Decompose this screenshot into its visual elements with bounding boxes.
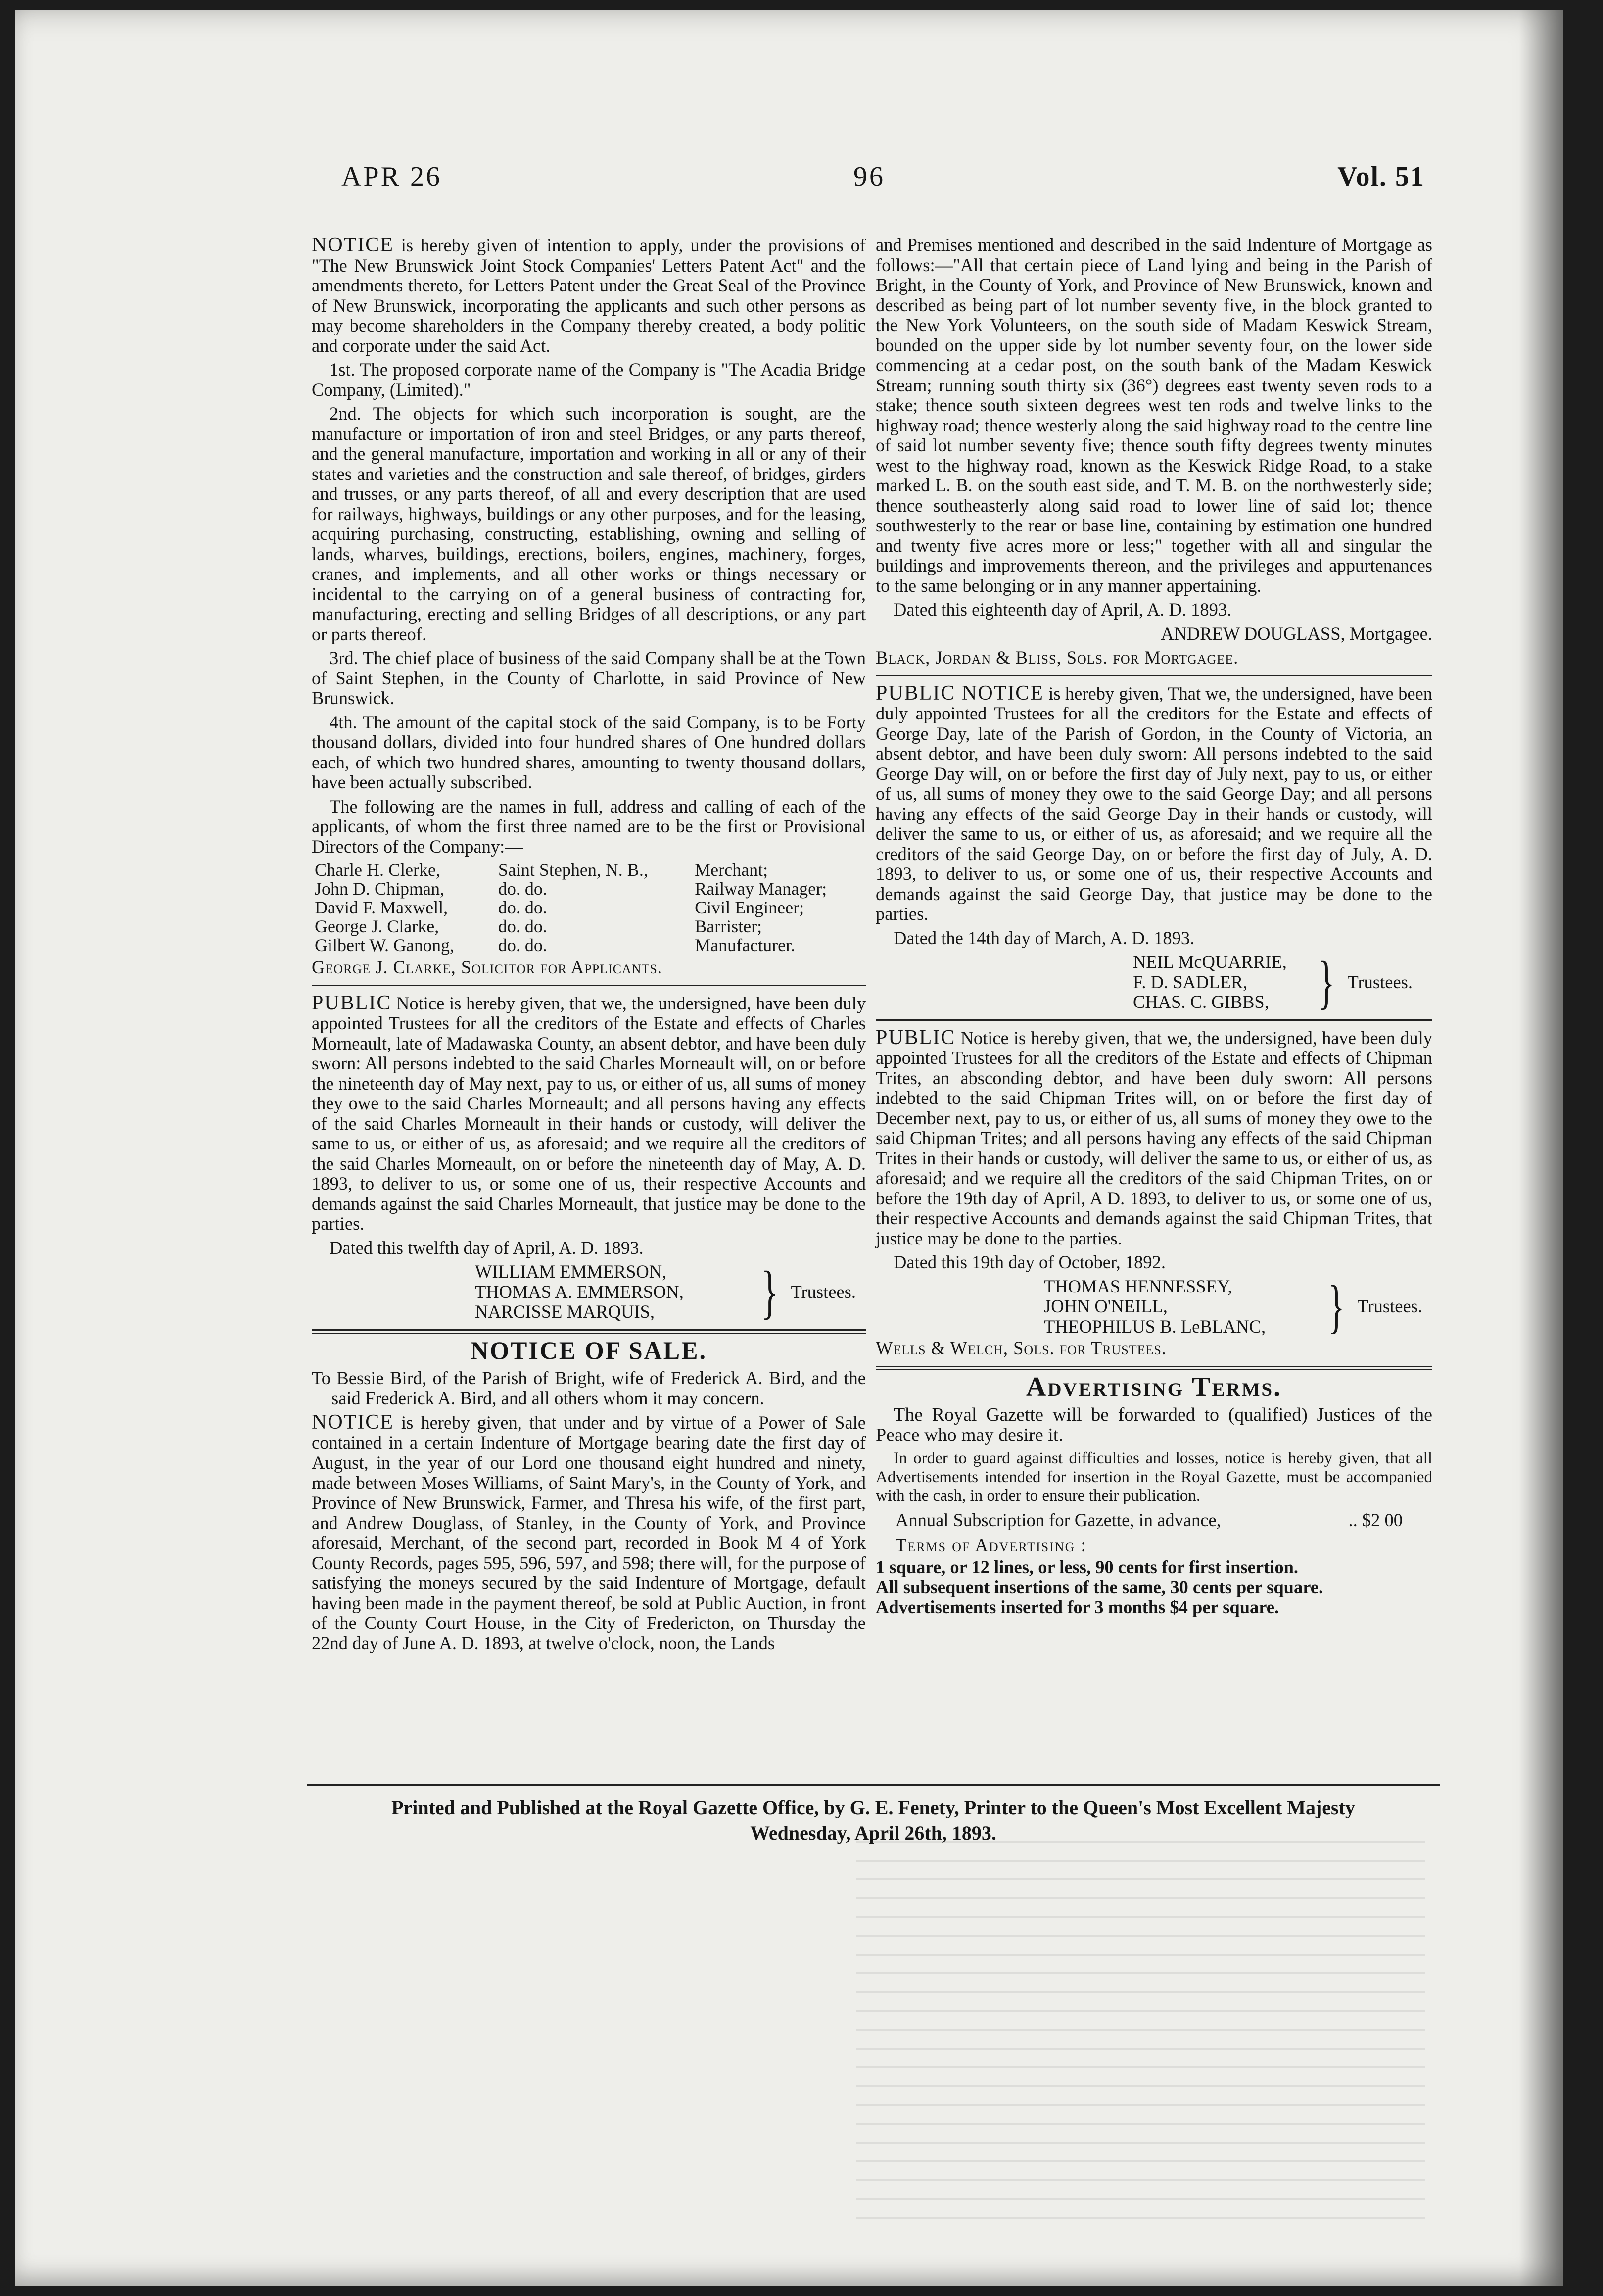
page-number: 96: [853, 161, 885, 192]
trustees-label: Trustees.: [1347, 971, 1413, 992]
applicant-row: [312, 879, 866, 898]
sale-heading: NOTICE OF SALE.: [471, 1336, 707, 1364]
sale-body: is hereby given, that under and by virtue of a Power of Sale contained in a certain Indenture of Mortgage bearing date the first day of August, in the year of our Lord one thousand eight hundred and ninety, made between Moses Williams, of Saint Mary's, in the County of York, and Province of New Brunswick, Farmer, and Thresa his wife, of the first part, and Andrew Douglass, of Stanley, in the County of York, and Province aforesaid, Merchant, of the second part, recorded in Book M 4 of York County Records, pages 595, 596, 597, and 598; there will, for the purpose of satisfying the moneys secured by the said Indenture of Mortgage, default having been made in the payment thereof, be sold at Public Auction, in front of the County Court House, in the City of Fredericton, on Thursday the 22nd day of June A. D. 1893, at twelve o'clock, noon, the Lands: [312, 1412, 866, 1653]
applicant-row: [312, 861, 866, 879]
notice-lead: NOTICE: [312, 234, 394, 256]
sale-continuation: [876, 235, 1432, 668]
notice-clause-1: 1st. The proposed corporate name of the Company is "The Acadia Bridge Company, (Limited).": [312, 359, 866, 400]
applicants-table: [312, 861, 866, 955]
volume-number: Vol. 51: [1337, 161, 1425, 192]
applicant-row: [312, 936, 866, 955]
bleed-through-texture: [856, 1841, 1425, 2227]
trustee-name: WILLIAM EMMERSON,: [475, 1261, 667, 1282]
brace-glyph: }: [761, 1258, 778, 1325]
footer-rule: [307, 1784, 1440, 1786]
page-footer: [307, 1784, 1440, 1846]
applicant-calling: Manufacturer.: [695, 935, 796, 955]
publication-date: Wednesday, April 26th, 1893.: [750, 1822, 996, 1844]
newspaper-page: [15, 10, 1563, 2286]
terms-justices: The Royal Gazette will be forwarded to (qualified) Justices of the Peace who may desire it.: [876, 1404, 1432, 1445]
notice-lead: PUBLIC NOTICE: [876, 681, 1044, 705]
notice-dated: Dated the 14th day of March, A. D. 1893.: [894, 927, 1195, 948]
bridge-company-notice: [312, 235, 866, 978]
applicant-name: George J. Clarke,: [315, 916, 439, 936]
trustees-label: Trustees.: [1357, 1296, 1422, 1316]
applicant-row: [312, 898, 866, 917]
applicant-place: do. do.: [498, 879, 547, 899]
notice-clause-5: The following are the names in full, address and calling of each of the applicants, of whom the first three named are to be the first or Provisional Directors of the Company:—: [312, 796, 866, 857]
column-rule: [876, 675, 1432, 676]
trustee-name: THOMAS HENNESSEY,: [1044, 1276, 1232, 1296]
notice-of-sale: [312, 1336, 866, 1654]
terms-heading: Advertising Terms.: [1026, 1371, 1282, 1402]
trustee-name: CHAS. C. GIBBS,: [1133, 992, 1269, 1012]
right-column: [876, 235, 1432, 1618]
advertising-terms: [876, 1371, 1432, 1618]
applicant-calling: Barrister;: [695, 916, 762, 936]
trustee-signatures: [312, 1258, 866, 1325]
publisher-line: Printed and Published at the Royal Gazette Office, by G. E. Fenety, Printer to the Queen's Most Excellent Majesty: [391, 1796, 1355, 1818]
trustee-signatures: [876, 949, 1432, 1015]
trustees-label: Trustees.: [791, 1281, 856, 1302]
applicant-place: do. do.: [498, 916, 547, 936]
rate-line-2: All subsequent insertions of the same, 30 cents per square.: [876, 1577, 1323, 1597]
solicitor-signature: George J. Clarke, Solicitor for Applicants.: [312, 957, 662, 977]
terms-subheading: Terms of Advertising :: [896, 1534, 1087, 1555]
applicant-name: John D. Chipman,: [315, 879, 445, 899]
applicant-name: David F. Maxwell,: [315, 898, 448, 917]
trustee-name: F. D. SADLER,: [1133, 971, 1248, 992]
column-rule: [876, 1366, 1432, 1370]
annual-subscription-price: .. $2 00: [1348, 1510, 1403, 1530]
applicant-calling: Railway Manager;: [695, 879, 827, 899]
george-day-notice: [876, 681, 1432, 1015]
notice-dated: Dated this twelfth day of April, A. D. 1893.: [330, 1237, 644, 1258]
brace-glyph: }: [1327, 1273, 1345, 1339]
trustee-names: [876, 952, 1305, 1012]
notice-intro: is hereby given of intention to apply, under the provisions of "The New Brunswick Joint Stock Companies' Letters Patent Act" and the amendments thereto, for Letters Patent under the Great Seal of the Province of New Brunswick, incorporating the applicants and such other persons as may become shareholders in the Company thereby created, a body politic and corporate under the said Act.: [312, 235, 866, 356]
notice-body: Notice is hereby given, that we, the undersigned, have been duly appointed Trustees for all the creditors of the Estate and effects of Chipman Trites, an absconding debtor, and have been duly sworn: All persons indebted to the said Chipman Trites will, on or before the first day of December next, pay to us, or either of us, all sums of money they owe to the said Chipman Trites; and all persons having any effects of the said Chipman Trites in their hands or custody, will deliver the same to us, or either of us, as aforesaid; and we require all the creditors of the said Chipman Trites, on or before the 19th day of April, A D. 1893, to deliver to us, or some one of us, their respective Accounts and demands against the said Chipman Trites, that justice may be done to the parties.: [876, 1027, 1433, 1248]
notice-dated: Dated this 19th day of October, 1892.: [894, 1252, 1166, 1272]
notice-clause-4: 4th. The amount of the capital stock of the said Company, is to be Forty thousand dollars, divided into four hundred shares of One hundred dollars each, of which two hundred shares, amounting to twenty thousand dollars, have been actually subscribed.: [312, 712, 866, 792]
notice-body: is hereby given, That we, the undersigned, have been duly appointed Trustees for all the creditors for the Estate and effects of George Day, late of the Parish of Gordon, in the County of Victoria, an absent debtor, and have been duly sworn: All persons indebted to the said George Day will, on or before the first day of July next, pay to us, or either of us, all sums of money they owe to the said George Day; and all persons having any effects of the said George Day in their hands or custody, will deliver the same to us, or either of us, as aforesaid; and we require all the creditors of the said George Day, on or before the first day of July, A. D. 1893, to deliver to us, or some one of us, their respective Accounts and demands against the said George Day, that justice may be done to the parties.: [876, 683, 1432, 924]
terms-cash-notice: In order to guard against difficulties and losses, notice is hereby given, that all Advertisements intended for insertion in the Royal Gazette, must be accompanied with the cash, in order to ensure their publication.: [876, 1449, 1432, 1505]
notice-lead: PUBLIC: [876, 1026, 956, 1049]
applicant-name: Charle H. Clerke,: [315, 860, 440, 880]
trustee-name: NEIL McQUARRIE,: [1133, 952, 1287, 972]
trustee-solicitors: Wells & Welch, Sols. for Trustees.: [876, 1338, 1167, 1358]
page-header: [329, 161, 1425, 205]
column-rule: [876, 1019, 1432, 1021]
trustee-names: [876, 1277, 1315, 1337]
morneault-notice: [312, 991, 866, 1325]
annual-subscription: [876, 1510, 1432, 1531]
chipman-trites-notice: [876, 1028, 1432, 1359]
rate-line-1: 1 square, or 12 lines, or less, 90 cents for first insertion.: [876, 1557, 1298, 1577]
notice-lead: PUBLIC: [312, 991, 392, 1014]
trustee-signatures: [876, 1273, 1432, 1339]
left-column: [312, 235, 866, 1657]
trustee-name: NARCISSE MARQUIS,: [475, 1301, 655, 1322]
rate-line-3: Advertisements inserted for 3 months $4 per square.: [876, 1597, 1279, 1617]
applicant-calling: Civil Engineer;: [695, 898, 804, 917]
trustee-names: [312, 1262, 749, 1322]
mortgagee-signature: ANDREW DOUGLASS, Mortgagee.: [1161, 623, 1432, 644]
notice-clause-2: 2nd. The objects for which such incorporation is sought, are the manufacture or importation of iron and steel Bridges, or any parts thereof, and the general manufacture, importation and working in all or any of their states and varieties and the construction and sale thereof, of bridges, girders and trusses, or any parts thereof, of all and every description that are used for railways, highways, buildings or any other purposes, and for the leasing, acquiring purchasing, constructing, establishing, owning and selling of lands, wharves, buildings, erections, boilers, engines, machinery, forges, cranes, and implements, and all other works or things necessary or incidental to the carrying on of a general business of contracting for, manufacturing, erecting and selling Bridges of all descriptions, or any part or parts thereof.: [312, 403, 866, 644]
applicant-place: do. do.: [498, 935, 547, 955]
notice-clause-3: 3rd. The chief place of business of the said Company shall be at the Town of Saint Stephen, in the County of Charlotte, in said Province of New Brunswick.: [312, 648, 866, 708]
page-shadow: [1519, 10, 1563, 2286]
notice-lead: NOTICE: [312, 1411, 394, 1434]
sale-description: and Premises mentioned and described in the said Indenture of Mortgage as follows:—"All that certain piece of Land lying and being in the Parish of Bright, in the County of York, and Province of New Brunswick, known and described as being part of lot number seventy five, in the block granted to the New York Volunteers, on the south side of Madam Keswick Stream, bounded on the upper side by lot number seventy four, on the lower side commencing at a cedar post, on the south bank of the Madam Keswick Stream; running south thirty six (36°) degrees east twenty seven rods to a stake; thence south sixteen degrees west ten rods and twelve links to the highway road; thence westerly along the said highway road to the centre line of said lot number seventy five; thence south fifty degrees twenty minutes west to the highway road, known as the Keswick Ridge Road, to a stake marked L. B. on the south east side, and T. M. B. on the northwesterly side; thence southeasterly along said road to lower line of said lot; thence southwesterly to the rear or base line, containing by estimation one hundred and twenty five acres more or less;" together with all and singular the buildings and improvements thereon, and the privileges and appurtenances to the same belonging or in any manner appertaining.: [876, 235, 1432, 596]
applicant-place: Saint Stephen, N. B.,: [498, 860, 648, 880]
column-rule: [312, 1329, 866, 1334]
trustee-name: JOHN O'NEILL,: [1044, 1296, 1168, 1316]
mortgagee-solicitors: Black, Jordan & Bliss, Sols. for Mortgagee.: [876, 647, 1239, 668]
applicant-place: do. do.: [498, 898, 547, 917]
sale-addressee: To Bessie Bird, of the Parish of Bright, wife of Frederick A. Bird, and the said Frederick A. Bird, and all others whom it may concern.: [312, 1368, 866, 1408]
brace-glyph: }: [1318, 949, 1335, 1015]
header-date: APR 26: [341, 161, 442, 192]
trustee-name: THEOPHILUS B. LeBLANC,: [1044, 1316, 1266, 1337]
annual-subscription-label: Annual Subscription for Gazette, in advance,: [896, 1510, 1221, 1530]
column-rule: [312, 985, 866, 986]
applicant-name: Gilbert W. Ganong,: [315, 935, 454, 955]
applicant-calling: Merchant;: [695, 860, 768, 880]
notice-body: Notice is hereby given, that we, the undersigned, have been duly appointed Trustees for all the creditors of the Estate and effects of Charles Morneault, late of Madawaska County, an absent debtor, and have been duly sworn: All persons indebted to the said Charles Morneault will, on or before the nineteenth day of May next, pay to us, or either of us, all sums of money they owe to the said Charles Morneault; and all persons having any effects of the said Charles Morneault in their hands or custody, will deliver the same to us, or either of us, as aforesaid; and we require all the creditors of the said Charles Morneault, on or before the nineteenth day of May, A. D. 1893, to deliver to us, or some one of us, their respective Accounts and demands against the said Charles Morneault, that justice may be done to the parties.: [312, 993, 866, 1234]
applicant-row: [312, 917, 866, 936]
sale-dated: Dated this eighteenth day of April, A. D. 1893.: [894, 599, 1232, 620]
trustee-name: THOMAS A. EMMERSON,: [475, 1281, 684, 1302]
